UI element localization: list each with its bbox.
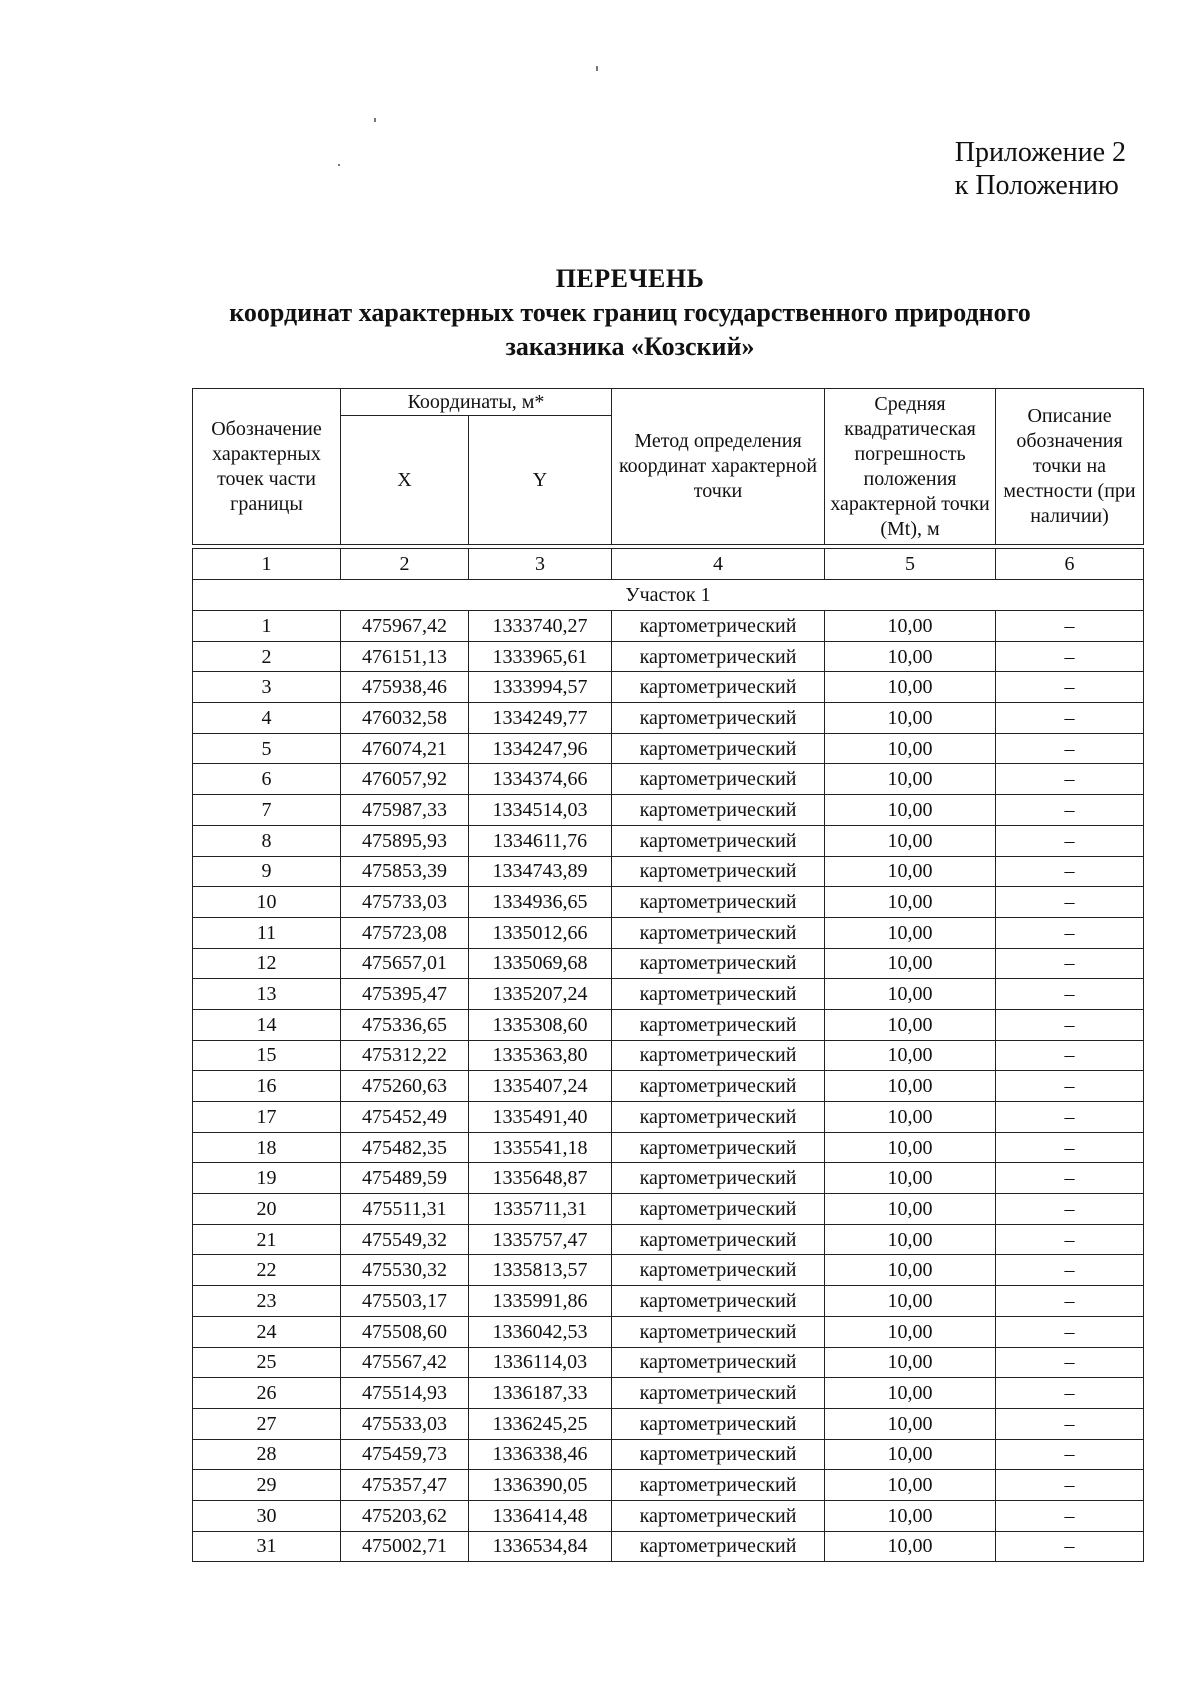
description: – xyxy=(996,733,1144,764)
description: – xyxy=(996,1132,1144,1163)
coordinates-table xyxy=(192,388,1144,1562)
header-description: Описание обозначения точки на местности (при наличии) xyxy=(996,389,1144,545)
title-line-2: координат характерных точек границ государственного природного xyxy=(229,298,1031,327)
coord-x: 476032,58 xyxy=(341,703,469,734)
description: – xyxy=(996,979,1144,1010)
mean-error: 10,00 xyxy=(825,1500,996,1531)
description: – xyxy=(996,672,1144,703)
header-error: Средняя квадратическая погрешность положения характерной точки (Mt), м xyxy=(825,389,996,545)
description: – xyxy=(996,764,1144,795)
mean-error: 10,00 xyxy=(825,1040,996,1071)
coord-y: 1335207,24 xyxy=(469,979,612,1010)
header-x: X xyxy=(341,416,469,545)
coord-y: 1334374,66 xyxy=(469,764,612,795)
method: картометрический xyxy=(612,641,825,672)
coord-y: 1334611,76 xyxy=(469,825,612,856)
coord-x: 475657,01 xyxy=(341,948,469,979)
description: – xyxy=(996,825,1144,856)
method: картометрический xyxy=(612,1009,825,1040)
point-number: 15 xyxy=(193,1040,341,1071)
coord-y: 1336414,48 xyxy=(469,1500,612,1531)
description: – xyxy=(996,1347,1144,1378)
mean-error: 10,00 xyxy=(825,887,996,918)
point-number: 26 xyxy=(193,1378,341,1409)
mean-error: 10,00 xyxy=(825,1408,996,1439)
coord-y: 1335991,86 xyxy=(469,1286,612,1317)
title-line-1: ПЕРЕЧЕНЬ xyxy=(555,264,705,293)
point-number: 9 xyxy=(193,856,341,887)
column-number-row xyxy=(193,549,1144,580)
point-number: 13 xyxy=(193,979,341,1010)
mean-error: 10,00 xyxy=(825,795,996,826)
mean-error: 10,00 xyxy=(825,1224,996,1255)
table-row xyxy=(193,1408,1144,1439)
method: картометрический xyxy=(612,1224,825,1255)
description: – xyxy=(996,1286,1144,1317)
description: – xyxy=(996,856,1144,887)
point-number: 14 xyxy=(193,1009,341,1040)
coord-x: 475002,71 xyxy=(341,1531,469,1562)
mean-error: 10,00 xyxy=(825,1255,996,1286)
description: – xyxy=(996,1009,1144,1040)
header-row xyxy=(193,389,1144,416)
point-number: 19 xyxy=(193,1163,341,1194)
method: картометрический xyxy=(612,1040,825,1071)
data-rows xyxy=(193,611,1144,1562)
table-row xyxy=(193,825,1144,856)
coord-x: 475482,35 xyxy=(341,1132,469,1163)
description: – xyxy=(996,1194,1144,1225)
coord-y: 1336534,84 xyxy=(469,1531,612,1562)
coord-x: 475357,47 xyxy=(341,1470,469,1501)
method: картометрический xyxy=(612,1531,825,1562)
column-number: 1 xyxy=(193,549,341,580)
point-number: 23 xyxy=(193,1286,341,1317)
table-row xyxy=(193,764,1144,795)
method: картометрический xyxy=(612,979,825,1010)
table-row xyxy=(193,856,1144,887)
mean-error: 10,00 xyxy=(825,1378,996,1409)
coord-y: 1335757,47 xyxy=(469,1224,612,1255)
method: картометрический xyxy=(612,1194,825,1225)
coord-x: 475549,32 xyxy=(341,1224,469,1255)
table-row xyxy=(193,1132,1144,1163)
mean-error: 10,00 xyxy=(825,1163,996,1194)
coord-y: 1335363,80 xyxy=(469,1040,612,1071)
table-row xyxy=(193,703,1144,734)
table-row xyxy=(193,1500,1144,1531)
table-row xyxy=(193,1163,1144,1194)
description: – xyxy=(996,1071,1144,1102)
point-number: 29 xyxy=(193,1470,341,1501)
mean-error: 10,00 xyxy=(825,948,996,979)
mean-error: 10,00 xyxy=(825,1194,996,1225)
table-row xyxy=(193,672,1144,703)
section-label: Участок 1 xyxy=(193,580,1144,611)
coord-y: 1334936,65 xyxy=(469,887,612,918)
point-number: 25 xyxy=(193,1347,341,1378)
mean-error: 10,00 xyxy=(825,1009,996,1040)
header-coordinates: Координаты, м* xyxy=(341,389,612,416)
method: картометрический xyxy=(612,1470,825,1501)
description: – xyxy=(996,1163,1144,1194)
coord-y: 1336338,46 xyxy=(469,1439,612,1470)
coord-x: 475938,46 xyxy=(341,672,469,703)
table-row xyxy=(193,1286,1144,1317)
table-row xyxy=(193,1009,1144,1040)
coord-y: 1334514,03 xyxy=(469,795,612,826)
section-row xyxy=(193,580,1144,611)
method: картометрический xyxy=(612,887,825,918)
coord-y: 1335711,31 xyxy=(469,1194,612,1225)
table-row xyxy=(193,1102,1144,1133)
table-row xyxy=(193,1316,1144,1347)
coord-y: 1333740,27 xyxy=(469,611,612,642)
mean-error: 10,00 xyxy=(825,733,996,764)
scan-speck xyxy=(374,118,376,122)
table-row xyxy=(193,733,1144,764)
description: – xyxy=(996,1531,1144,1562)
mean-error: 10,00 xyxy=(825,641,996,672)
mean-error: 10,00 xyxy=(825,611,996,642)
point-number: 8 xyxy=(193,825,341,856)
point-number: 16 xyxy=(193,1071,341,1102)
mean-error: 10,00 xyxy=(825,1102,996,1133)
method: картометрический xyxy=(612,917,825,948)
point-number: 28 xyxy=(193,1439,341,1470)
point-number: 1 xyxy=(193,611,341,642)
table-row xyxy=(193,917,1144,948)
column-number: 5 xyxy=(825,549,996,580)
coord-y: 1334247,96 xyxy=(469,733,612,764)
coord-x: 475452,49 xyxy=(341,1102,469,1133)
method: картометрический xyxy=(612,764,825,795)
coord-x: 476151,13 xyxy=(341,641,469,672)
coord-x: 475459,73 xyxy=(341,1439,469,1470)
method: картометрический xyxy=(612,1163,825,1194)
coord-y: 1335813,57 xyxy=(469,1255,612,1286)
point-number: 27 xyxy=(193,1408,341,1439)
description: – xyxy=(996,795,1144,826)
method: картометрический xyxy=(612,1255,825,1286)
appendix-line-1: Приложение 2 xyxy=(954,137,1126,168)
coord-y: 1335541,18 xyxy=(469,1132,612,1163)
coord-x: 475987,33 xyxy=(341,795,469,826)
mean-error: 10,00 xyxy=(825,1439,996,1470)
method: картометрический xyxy=(612,703,825,734)
mean-error: 10,00 xyxy=(825,979,996,1010)
coord-y: 1335407,24 xyxy=(469,1071,612,1102)
table-row xyxy=(193,979,1144,1010)
coord-y: 1336187,33 xyxy=(469,1378,612,1409)
coord-x: 475723,08 xyxy=(341,917,469,948)
method: картометрический xyxy=(612,672,825,703)
header-method: Метод определения координат характерной точки xyxy=(612,389,825,545)
point-number: 6 xyxy=(193,764,341,795)
mean-error: 10,00 xyxy=(825,1132,996,1163)
column-number: 4 xyxy=(612,549,825,580)
scan-speck xyxy=(338,164,340,166)
mean-error: 10,00 xyxy=(825,1347,996,1378)
description: – xyxy=(996,641,1144,672)
point-number: 11 xyxy=(193,917,341,948)
mean-error: 10,00 xyxy=(825,672,996,703)
point-number: 21 xyxy=(193,1224,341,1255)
coord-x: 475203,62 xyxy=(341,1500,469,1531)
column-number: 3 xyxy=(469,549,612,580)
coord-y: 1336245,25 xyxy=(469,1408,612,1439)
description: – xyxy=(996,887,1144,918)
table-row xyxy=(193,795,1144,826)
coord-y: 1336390,05 xyxy=(469,1470,612,1501)
point-number: 17 xyxy=(193,1102,341,1133)
method: картометрический xyxy=(612,1378,825,1409)
point-number: 3 xyxy=(193,672,341,703)
point-number: 20 xyxy=(193,1194,341,1225)
description: – xyxy=(996,1408,1144,1439)
coord-x: 475895,93 xyxy=(341,825,469,856)
table-row xyxy=(193,641,1144,672)
column-number: 6 xyxy=(996,549,1144,580)
point-number: 4 xyxy=(193,703,341,734)
coord-x: 475503,17 xyxy=(341,1286,469,1317)
point-number: 24 xyxy=(193,1316,341,1347)
coord-y: 1335069,68 xyxy=(469,948,612,979)
description: – xyxy=(996,611,1144,642)
description: – xyxy=(996,1439,1144,1470)
method: картометрический xyxy=(612,825,825,856)
coord-x: 476057,92 xyxy=(341,764,469,795)
table-row xyxy=(193,1071,1144,1102)
point-number: 12 xyxy=(193,948,341,979)
coord-y: 1334249,77 xyxy=(469,703,612,734)
point-number: 5 xyxy=(193,733,341,764)
method: картометрический xyxy=(612,795,825,826)
description: – xyxy=(996,948,1144,979)
coord-x: 475853,39 xyxy=(341,856,469,887)
method: картометрический xyxy=(612,1286,825,1317)
appendix-note xyxy=(955,136,1126,202)
mean-error: 10,00 xyxy=(825,1470,996,1501)
coord-y: 1334743,89 xyxy=(469,856,612,887)
coord-x: 475312,22 xyxy=(341,1040,469,1071)
header-designation: Обозначение характерных точек части границы xyxy=(193,389,341,545)
coord-x: 475967,42 xyxy=(341,611,469,642)
coord-x: 475336,65 xyxy=(341,1009,469,1040)
description: – xyxy=(996,1255,1144,1286)
method: картометрический xyxy=(612,733,825,764)
point-number: 7 xyxy=(193,795,341,826)
method: картометрический xyxy=(612,1316,825,1347)
coord-x: 475511,31 xyxy=(341,1194,469,1225)
coord-y: 1335308,60 xyxy=(469,1009,612,1040)
coord-y: 1333965,61 xyxy=(469,641,612,672)
point-number: 22 xyxy=(193,1255,341,1286)
table-row xyxy=(193,1378,1144,1409)
description: – xyxy=(996,1378,1144,1409)
point-number: 31 xyxy=(193,1531,341,1562)
method: картометрический xyxy=(612,856,825,887)
method: картометрический xyxy=(612,1439,825,1470)
table-row xyxy=(193,1194,1144,1225)
table-row xyxy=(193,1255,1144,1286)
method: картометрический xyxy=(612,611,825,642)
coord-x: 476074,21 xyxy=(341,733,469,764)
point-number: 30 xyxy=(193,1500,341,1531)
coord-x: 475567,42 xyxy=(341,1347,469,1378)
coord-x: 475514,93 xyxy=(341,1378,469,1409)
coord-x: 475533,03 xyxy=(341,1408,469,1439)
method: картометрический xyxy=(612,1347,825,1378)
description: – xyxy=(996,1316,1144,1347)
scan-speck xyxy=(596,66,598,71)
table-row xyxy=(193,1470,1144,1501)
description: – xyxy=(996,703,1144,734)
title-line-3: заказника «Козский» xyxy=(505,332,755,361)
coord-y: 1333994,57 xyxy=(469,672,612,703)
coord-y: 1336114,03 xyxy=(469,1347,612,1378)
table-row xyxy=(193,887,1144,918)
description: – xyxy=(996,1224,1144,1255)
mean-error: 10,00 xyxy=(825,1316,996,1347)
mean-error: 10,00 xyxy=(825,1286,996,1317)
coord-y: 1335648,87 xyxy=(469,1163,612,1194)
description: – xyxy=(996,1040,1144,1071)
mean-error: 10,00 xyxy=(825,1531,996,1562)
coord-y: 1336042,53 xyxy=(469,1316,612,1347)
coord-x: 475395,47 xyxy=(341,979,469,1010)
method: картометрический xyxy=(612,1102,825,1133)
document-title xyxy=(180,262,1080,364)
mean-error: 10,00 xyxy=(825,917,996,948)
method: картометрический xyxy=(612,948,825,979)
description: – xyxy=(996,917,1144,948)
description: – xyxy=(996,1500,1144,1531)
method: картометрический xyxy=(612,1071,825,1102)
mean-error: 10,00 xyxy=(825,764,996,795)
description: – xyxy=(996,1102,1144,1133)
coord-y: 1335491,40 xyxy=(469,1102,612,1133)
table-row xyxy=(193,1040,1144,1071)
coord-y: 1335012,66 xyxy=(469,917,612,948)
appendix-line-2: к Положению xyxy=(954,170,1119,201)
table-row xyxy=(193,611,1144,642)
table-row xyxy=(193,948,1144,979)
table-row xyxy=(193,1531,1144,1562)
coord-x: 475733,03 xyxy=(341,887,469,918)
method: картометрический xyxy=(612,1132,825,1163)
table-row xyxy=(193,1439,1144,1470)
coord-x: 475530,32 xyxy=(341,1255,469,1286)
column-number: 2 xyxy=(341,549,469,580)
method: картометрический xyxy=(612,1500,825,1531)
coord-x: 475260,63 xyxy=(341,1071,469,1102)
point-number: 10 xyxy=(193,887,341,918)
coord-x: 475489,59 xyxy=(341,1163,469,1194)
point-number: 2 xyxy=(193,641,341,672)
description: – xyxy=(996,1470,1144,1501)
mean-error: 10,00 xyxy=(825,703,996,734)
point-number: 18 xyxy=(193,1132,341,1163)
method: картометрический xyxy=(612,1408,825,1439)
mean-error: 10,00 xyxy=(825,825,996,856)
header-y: Y xyxy=(469,416,612,545)
table-row xyxy=(193,1224,1144,1255)
mean-error: 10,00 xyxy=(825,1071,996,1102)
mean-error: 10,00 xyxy=(825,856,996,887)
table-row xyxy=(193,1347,1144,1378)
coord-x: 475508,60 xyxy=(341,1316,469,1347)
